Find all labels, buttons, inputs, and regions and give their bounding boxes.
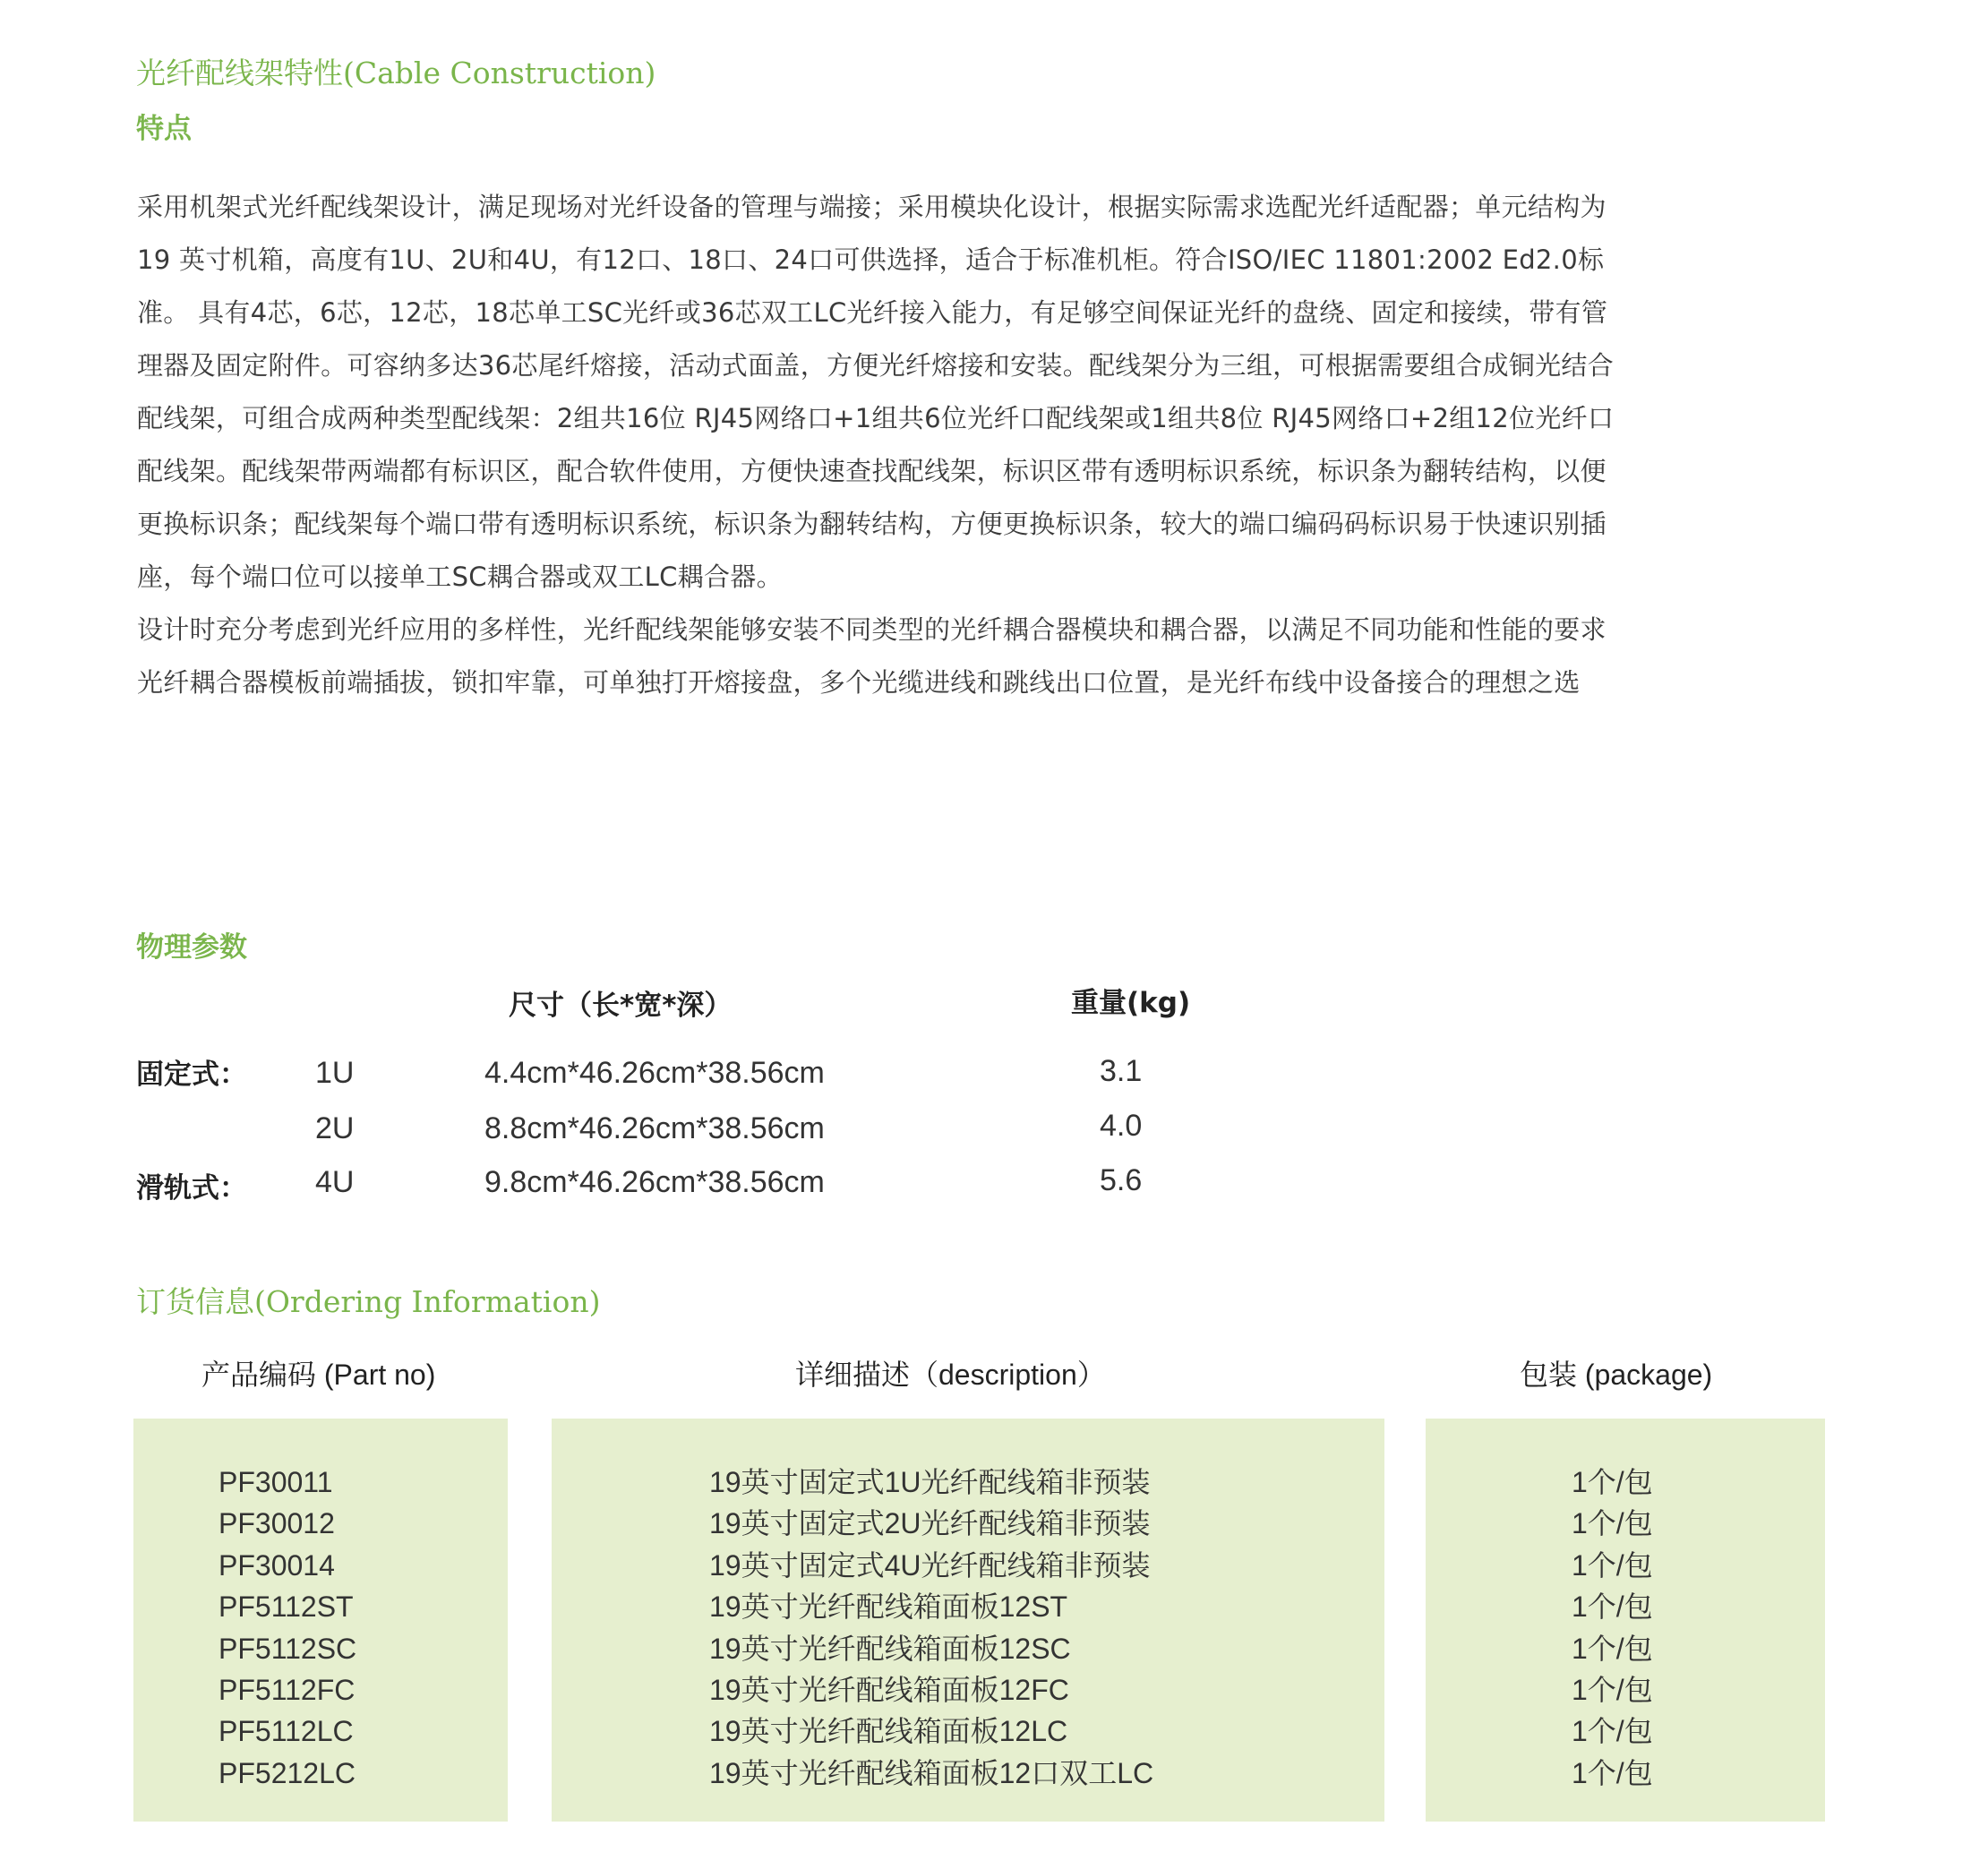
- paragraph-line: 配线架，可组合成两种类型配线架：2组共16位 RJ45网络口+1组共6位光纤口配线架或1组共8位 RJ45网络口+2组12位光纤口: [137, 403, 1615, 433]
- table-cell-description: 19英寸固定式4U光纤配线箱非预装: [709, 1548, 1151, 1582]
- table-cell-part-no: PF30012: [219, 1507, 335, 1540]
- weight-value: 4.0: [1100, 1109, 1143, 1143]
- table-cell-part-no: PF5112LC: [219, 1715, 354, 1748]
- table-cell-part-no: PF30011: [219, 1466, 333, 1498]
- paragraph-line: 座，每个端口位可以接单工SC耦合器或双工LC耦合器。: [137, 562, 783, 592]
- table-cell-package: 1个/包: [1572, 1715, 1653, 1748]
- table-cell-part-no: PF30014: [219, 1548, 335, 1582]
- type-label-fixed: 固定式：: [136, 1059, 247, 1091]
- height-value: 1U: [315, 1056, 355, 1090]
- paragraph-line: 配线架。配线架带两端都有标识区，配合软件使用，方便快速查找配线架，标识区带有透明标识系统，标识条为翻转结构，以便: [137, 456, 1607, 486]
- header-weight: 重量(kg): [1071, 987, 1191, 1019]
- table-cell-description: 19英寸光纤配线箱面板12LC: [709, 1715, 1068, 1748]
- table-cell-description: 19英寸光纤配线箱面板12口双工LC: [709, 1756, 1154, 1789]
- section-title-ordering: 订货信息(Ordering Information): [136, 1284, 601, 1319]
- package-list: [1572, 1462, 1653, 1794]
- table-cell-package: 1个/包: [1572, 1632, 1653, 1665]
- table-cell-part-no: PF5112FC: [219, 1673, 356, 1706]
- table-cell-package: 1个/包: [1572, 1673, 1653, 1706]
- section-title-cable-construction: 光纤配线架特性(Cable Construction): [136, 56, 656, 90]
- paragraph-line: 光纤耦合器模板前端插拔，锁扣牢靠，可单独打开熔接盘，多个光缆进线和跳线出口位置，是光纤布线中设备接合的理想之选: [137, 667, 1581, 698]
- type-label-slide: 滑轨式：: [136, 1172, 247, 1205]
- size-value: 8.8cm*46.26cm*38.56cm: [484, 1111, 825, 1145]
- table-cell-part-no: PF5112SC: [219, 1632, 357, 1665]
- description-list: [709, 1462, 1153, 1794]
- section-title-physical: 物理参数: [136, 931, 247, 964]
- paragraph-line: 采用机架式光纤配线架设计，满足现场对光纤设备的管理与端接；采用模块化设计，根据实际需求选配光纤适配器；单元结构为: [137, 192, 1607, 222]
- part-no-list: [219, 1462, 356, 1794]
- paragraph-line: 设计时充分考虑到光纤应用的多样性，光纤配线架能够安装不同类型的光纤耦合器模块和耦合器，以满足不同功能和性能的要求: [137, 614, 1607, 645]
- size-value: 9.8cm*46.26cm*38.56cm: [484, 1165, 825, 1199]
- height-value: 2U: [315, 1111, 355, 1145]
- table-cell-description: 19英寸光纤配线箱面板12FC: [709, 1673, 1069, 1706]
- table-cell-description: 19英寸光纤配线箱面板12SC: [709, 1632, 1071, 1665]
- table-cell-description: 19英寸固定式2U光纤配线箱非预装: [709, 1507, 1151, 1540]
- paragraph-line: 理器及固定附件。可容纳多达36芯尾纤熔接，活动式面盖，方便光纤熔接和安装。配线架分为三组，可根据需要组合成铜光结合: [137, 350, 1615, 381]
- table-cell-package: 1个/包: [1572, 1548, 1653, 1582]
- table-cell-part-no: PF5212LC: [219, 1756, 356, 1789]
- table-cell-package: 1个/包: [1572, 1590, 1653, 1624]
- table-cell-part-no: PF5112ST: [219, 1590, 354, 1624]
- height-value: 4U: [315, 1165, 355, 1199]
- weight-value: 5.6: [1100, 1163, 1143, 1197]
- paragraph-line: 19 英寸机箱，高度有1U、2U和4U，有12口、18口、24口可供选择，适合于标准机柜。符合ISO/IEC 11801:2002 Ed2.0标: [137, 244, 1605, 275]
- size-value: 4.4cm*46.26cm*38.56cm: [484, 1056, 825, 1090]
- paragraph-line: 更换标识条；配线架每个端口带有透明标识系统，标识条为翻转结构，方便更换标识条，较大的端口编码码标识易于快速识别插: [137, 509, 1607, 539]
- section-subtitle-features: 特点: [136, 113, 192, 145]
- table-cell-description: 19英寸固定式1U光纤配线箱非预装: [709, 1466, 1151, 1498]
- features-paragraph: [137, 181, 1812, 709]
- paragraph-line: 准。 具有4芯，6芯，12芯，18芯单工SC光纤或36芯双工LC光纤接入能力，有足够空间保证光纤的盘绕、固定和接续，带有管: [137, 297, 1608, 328]
- table-cell-package: 1个/包: [1572, 1507, 1653, 1540]
- header-size: 尺寸（长*宽*深）: [509, 990, 733, 1022]
- weight-value: 3.1: [1100, 1054, 1143, 1088]
- table-cell-package: 1个/包: [1572, 1466, 1653, 1498]
- table-cell-description: 19英寸光纤配线箱面板12ST: [709, 1590, 1068, 1624]
- table-cell-package: 1个/包: [1572, 1756, 1653, 1789]
- header-part-no: 产品编码 (Part no): [201, 1359, 436, 1391]
- header-package: 包装 (package): [1520, 1359, 1713, 1391]
- header-description: 详细描述（description）: [795, 1359, 1106, 1391]
